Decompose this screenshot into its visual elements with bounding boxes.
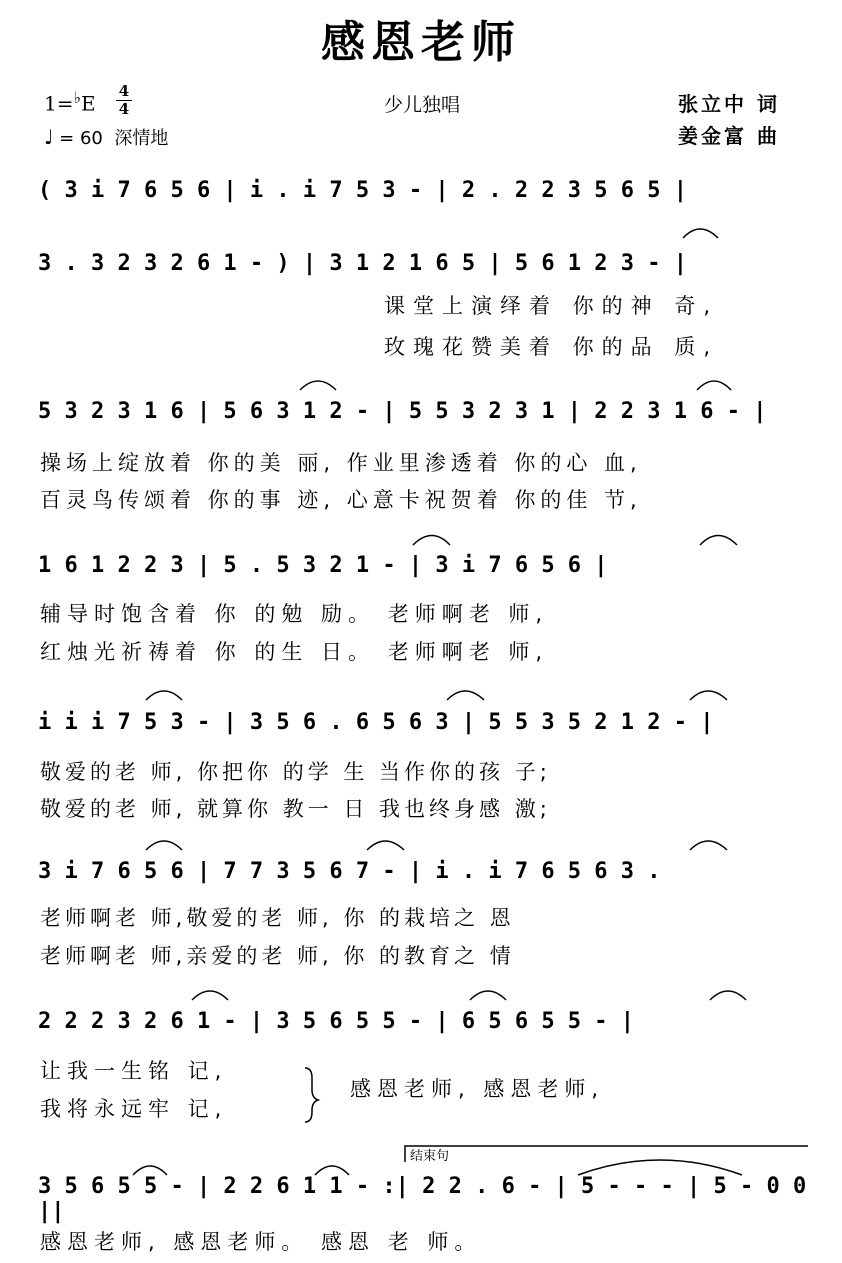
slur-mark [690,841,727,850]
lyric-line-2a: 课堂上演绎着 你的神 奇, [384,294,719,318]
tempo-value: = 60 [59,128,103,149]
slur-mark [192,991,228,1000]
lyric-line-5a: 敬爱的老 师, 你把你 的学 生 当作你的孩 子; [40,760,551,784]
tempo-expression: 深情地 [114,128,169,149]
lyric-line-7b: 我将永远牢 记, [40,1097,228,1121]
key-note: E [81,91,96,116]
notes: 1 6 1 2 2 3 | 5 . 5 3 2 1 - | 3 i 7 6 5 6 | [38,552,608,578]
key-prefix: 1= [44,91,74,116]
slur-mark [700,536,737,546]
song-title: 感恩老师 [321,17,521,68]
slur-mark [710,991,746,1000]
slur-mark [315,1166,349,1175]
slur-mark [300,381,336,390]
lyric-line-4a: 辅导时饱含着 你 的勉 励。 老师啊老 师, [40,602,549,626]
notes: 2 2 2 3 2 6 1 - | 3 5 6 5 5 - | 6 5 6 5 5 - | [38,1008,635,1034]
slur-mark [683,229,718,238]
lyric-line-2b: 玫瑰花赞美着 你的品 质, [384,335,719,359]
slur-mark [447,691,484,700]
lyric-line-6a: 老师啊老 师,敬爱的老 师, 你 的栽培之 恩 [40,906,515,930]
slur-mark [146,841,182,850]
notes: 5 3 2 3 1 6 | 5 6 3 1 2 - | 5 5 3 2 3 1 | 2 2 3 1 6 - | [38,398,767,424]
lyric-line-3a: 操场上绽放着 你的美 丽, 作业里渗透着 你的心 血, [40,451,642,475]
slur-mark [690,691,727,700]
lyricist-credit: 张立中 词 [678,92,780,116]
slur-mark [413,536,450,546]
ending-bracket [405,1146,808,1162]
composer-credit: 姜金富 曲 [678,124,780,148]
slur-mark [578,1160,742,1175]
ending-label: 结束句 [410,1149,450,1164]
flat-sign: ♭ [73,88,82,107]
notes: 3 5 6 5 5 - | 2 2 6 1 1 - :| 2 2 . 6 - | 5 - - - | 5 - 0 0 || [38,1174,807,1224]
lyric-line-7a: 让我一生铭 记, [40,1059,228,1083]
time-top: 4 [118,82,130,100]
lyric-line-3b: 百灵鸟传颂着 你的事 迹, 心意卡祝贺着 你的佳 节, [40,488,642,512]
performer-label: 少儿独唱 [384,94,461,116]
lyric-line-8: 感恩老师, 感恩老师。 感恩 老 师。 [40,1230,482,1254]
slur-mark [146,691,182,700]
lyric-brace [305,1068,318,1122]
slur-mark [697,381,731,390]
slur-mark [367,841,404,850]
lyric-line-6b: 老师啊老 师,亲爱的老 师, 你 的教育之 情 [40,944,515,968]
quarter-note-icon: ♩ [44,125,54,149]
refrain-lyric: 感恩老师, 感恩老师, [350,1077,605,1101]
slur-mark [470,991,506,1000]
time-bottom: 4 [116,100,132,118]
lyric-line-4b: 红烛光祈祷着 你 的生 日。 老师啊老 师, [40,640,549,664]
slur-mark [133,1166,167,1175]
lyric-line-5b: 敬爱的老 师, 就算你 教一 日 我也终身感 激; [40,797,551,821]
notes: ( 3 i 7 6 5 6 | i . i 7 5 3 - | 2 . 2 2 3 5 6 5 | [38,177,688,203]
notes: 3 . 3 2 3 2 6 1 - ) | 3 1 2 1 6 5 | 5 6 1 2 3 - | [38,250,688,276]
notes: i i i 7 5 3 - | 3 5 6 . 6 5 6 3 | 5 5 3 5 2 1 2 - | [38,709,714,735]
notes: 3 i 7 6 5 6 | 7 7 3 5 6 7 - | i . i 7 6 5 6 3 . [38,858,661,884]
